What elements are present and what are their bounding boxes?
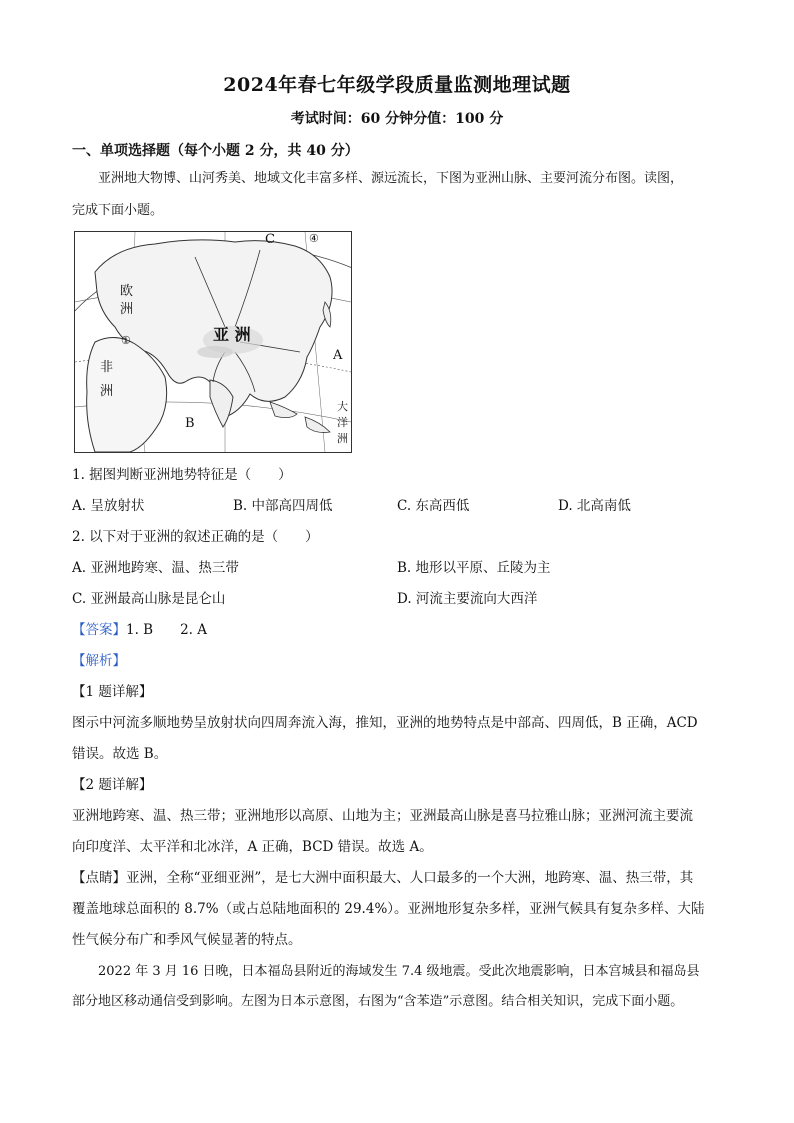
map-label-a: A [333, 348, 343, 363]
detail-2-line-1: 亚洲地跨寒、温、热三带；亚洲地形以高原、山地为主；亚洲最高山脉是喜马拉雅山脉；亚洲河流主要流 [72, 808, 693, 824]
analysis-tag: 【解析】 [72, 653, 126, 669]
detail-2-tag: 【2 题详解】 [72, 777, 153, 793]
question-1-stem: 1. 据图判断亚洲地势特征是（ ） [72, 467, 292, 483]
map-label-oceania-1: 大 [337, 400, 348, 413]
detail-1-line-1: 图示中河流多顺地势呈放射状向四周奔流入海，推知，亚洲的地势特点是中部高、四周低，B 正确，ACD [72, 715, 698, 731]
question-1-option-c: C. 东高西低 [397, 498, 470, 514]
note-line-1: 亚洲，全称“亚细亚洲”，是七大洲中面积最大、人口最多的一个大洲，地跨寒、温、热三带，其 [126, 870, 694, 886]
question-1-option-d: D. 北高南低 [558, 498, 631, 514]
exam-info: 考试时间：60 分钟分值：100 分 [290, 111, 504, 127]
question-1-option-b: B. 中部高四周低 [233, 498, 333, 514]
asia-map-figure [74, 231, 352, 453]
answer-tag: 【答案】 [72, 622, 126, 638]
question-1-option-a: A. 呈放射状 [72, 498, 145, 514]
map-label-africa-2: 洲 [100, 384, 114, 399]
answer-row [72, 618, 207, 638]
map-label-europe-2: 洲 [120, 302, 134, 317]
map-label-europe-1: 欧 [120, 284, 134, 299]
answer-text: 1. B 2. A [126, 622, 208, 638]
detail-1-line-2: 错误。故选 B。 [72, 746, 168, 762]
note-line-2: 覆盖地球总面积的 8.7%（或占总陆地面积的 29.4%）。亚洲地形复杂多样，亚洲气候具有复杂多样、大陆 [72, 901, 705, 917]
page-title: 2024年春七年级学段质量监测地理试题 [223, 74, 571, 96]
question-2-option-a: A. 亚洲地跨寒、温、热三带 [72, 560, 239, 576]
map-label-4: ④ [309, 232, 319, 245]
map-label-asia: 亚 洲 [213, 325, 251, 344]
section-2-line-2: 部分地区移动通信受到影响。左图为日本示意图，右图为“含苯造”示意图。结合相关知识，完成下面小题。 [72, 994, 684, 1009]
map-label-oceania-3: 洲 [337, 432, 348, 445]
section-2-line-1: 2022 年 3 月 16 日晚，日本福岛县附近的海域发生 7.4 级地震。受此次地震影响，日本宫城县和福岛县 [98, 964, 700, 979]
map-label-1: ① [121, 334, 131, 347]
map-label-africa-1: 非 [100, 360, 114, 375]
detail-2-line-2: 向印度洋、太平洋和北冰洋，A 正确，BCD 错误。故选 A。 [72, 839, 433, 855]
intro-line-1: 亚洲地大物博、山河秀美、地域文化丰富多样、源远流长，下图为亚洲山脉、主要河流分布图。读图， [98, 171, 684, 186]
question-2-option-d: D. 河流主要流向大西洋 [397, 591, 538, 607]
question-2-option-b: B. 地形以平原、丘陵为主 [397, 560, 551, 576]
intro-line-2: 完成下面小题。 [72, 203, 164, 218]
question-2-option-c: C. 亚洲最高山脉是昆仑山 [72, 591, 226, 607]
note-tag: 【点睛】 [72, 870, 126, 886]
note-line-3: 性气候分布广和季风气候显著的特点。 [72, 932, 302, 948]
section-heading: 一、单项选择题（每个小题 2 分，共 40 分） [72, 143, 359, 159]
detail-1-tag: 【1 题详解】 [72, 684, 153, 700]
question-2-stem: 2. 以下对于亚洲的叙述正确的是（ ） [72, 529, 319, 545]
map-label-oceania-2: 洋 [337, 416, 348, 429]
map-label-b: B [185, 416, 195, 431]
map-label-c: C [265, 232, 275, 247]
note-row [72, 866, 693, 886]
